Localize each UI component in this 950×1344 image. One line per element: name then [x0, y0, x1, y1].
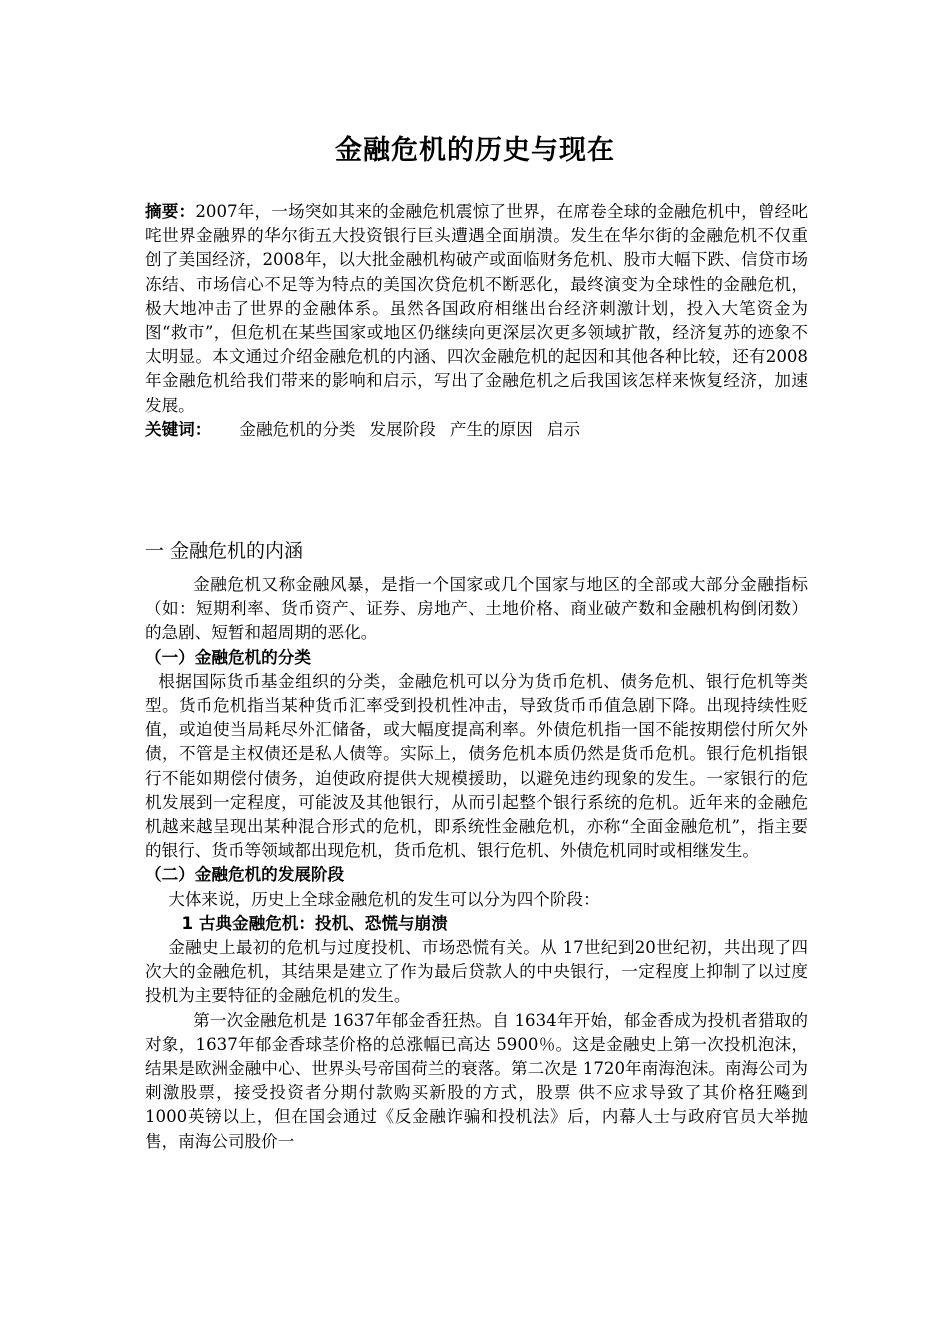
- classification-paragraph: 根据国际货币基金组织的分类，金融危机可以分为货币危机、债务危机、银行危机等类型。货币危机指当某种货币汇率受到投机性冲击，导致货币币值急剧下降。出现持续性贬值，或迫使当局耗尽外汇储备，或大幅度提高利率。外债危机指一国不能按期偿付所欠外债，不管是主权债还是私人债等。实际上，债务危机本质仍然是货币危机。银行危机指银行不能如期偿付债务，迫使政府提供大规模援助，以避免违约现象的发生。一家银行的危机发展到一定程度，可能波及其他银行，从而引起整个银行系统的危机。近年来的金融危机越来越呈现出某种混合形式的危机，即系统性金融危机，亦称“全面金融危机”，指主要的银行、货币等领域都出现危机，货币危机、银行危机、外债危机同时或相继发生。: [145, 671, 808, 861]
- keywords-label: 关键词：: [145, 419, 212, 439]
- abstract-text: 2007年，一场突如其来的金融危机震惊了世界，在席卷全球的金融危机中，曾经叱咤世界金融界的华尔街五大投资银行巨头遭遇全面崩溃。发生在华尔街的金融危机不仅重创了美国经济，2008年，以大批金融机构破产或面临财务危机、股市大幅下跌、信贷市场冻结、市场信心不足等为特点的美国次贷危机不断恶化，最终演变为全球性的金融危机，极大地冲击了世界的金融体系。虽然各国政府相继出台经济刺激计划，投入大笔资金为图“救市”，但危机在某些国家或地区仍继续向更深层次更多领域扩散，经济复苏的迹象不太明显。本文通过介绍金融危机的内涵、四次金融危机的起因和其他各种比较，还有2008年金融危机给我们带来的影响和启示，写出了金融危机之后我国该怎样来恢复经济，加速发展。: [145, 202, 809, 415]
- keyword-item: 产生的原因: [449, 419, 533, 439]
- section-heading: 一 金融危机的内涵: [145, 540, 304, 562]
- stage1-paragraph-1: 金融史上最初的危机与过度投机、市场恐慌有关。从 17世纪到20世纪初，共出现了四次大的金融危机，其结果是建立了作为最后贷款人的中央银行，一定程度上抑制了以过度投机为主要特征的金融危机的发生。: [145, 938, 808, 1006]
- document-title: 金融危机的历史与现在: [335, 135, 615, 166]
- section-body: [145, 573, 808, 1154]
- keyword-item: 金融危机的分类: [239, 419, 356, 439]
- stage1-heading: 1 古典金融危机：投机、恐慌与崩溃: [181, 913, 448, 933]
- keyword-item: 发展阶段: [369, 419, 436, 439]
- abstract-block: [145, 200, 808, 442]
- abstract-label: 摘要：: [145, 202, 196, 221]
- stages-intro-paragraph: 大体来说，历史上全球金融危机的发生可以分为四个阶段：: [168, 889, 600, 909]
- subsection-heading-classification: （一）金融危机的分类: [145, 647, 311, 667]
- abstract-paragraph: [145, 200, 808, 418]
- keywords-row: [145, 418, 808, 442]
- subsection-heading-stages: （二）金融危机的发展阶段: [145, 865, 345, 885]
- section-intro-paragraph: 金融危机又称金融风暴，是指一个国家或几个国家与地区的全部或大部分金融指标（如：短期利率、货币资产、证券、房地产、土地价格、商业破产数和金融机构倒闭数）的急剧、短暂和超周期的恶化。: [145, 575, 808, 643]
- stage1-paragraph-2: 第一次金融危机是 1637年郁金香狂热。自 1634年开始，郁金香成为投机者猎取的对象，1637年郁金香球茎价格的总涨幅已高达 5900％。这是金融史上第一次投机泡沫，结果是欧洲金融中心、世界头号帝国荷兰的衰落。第二次是 1720年南海泡沫。南海公司为刺激股票，接受投资者分期付款购买新股的方式，股票 供不应求导致了其价格狂飚到 1000英镑以上，但在国会通过《反金融诈骗和投机法》后，内幕人士与政府官员大举抛售，南海公司股价一: [145, 1010, 808, 1151]
- keyword-item: 启示: [546, 419, 581, 439]
